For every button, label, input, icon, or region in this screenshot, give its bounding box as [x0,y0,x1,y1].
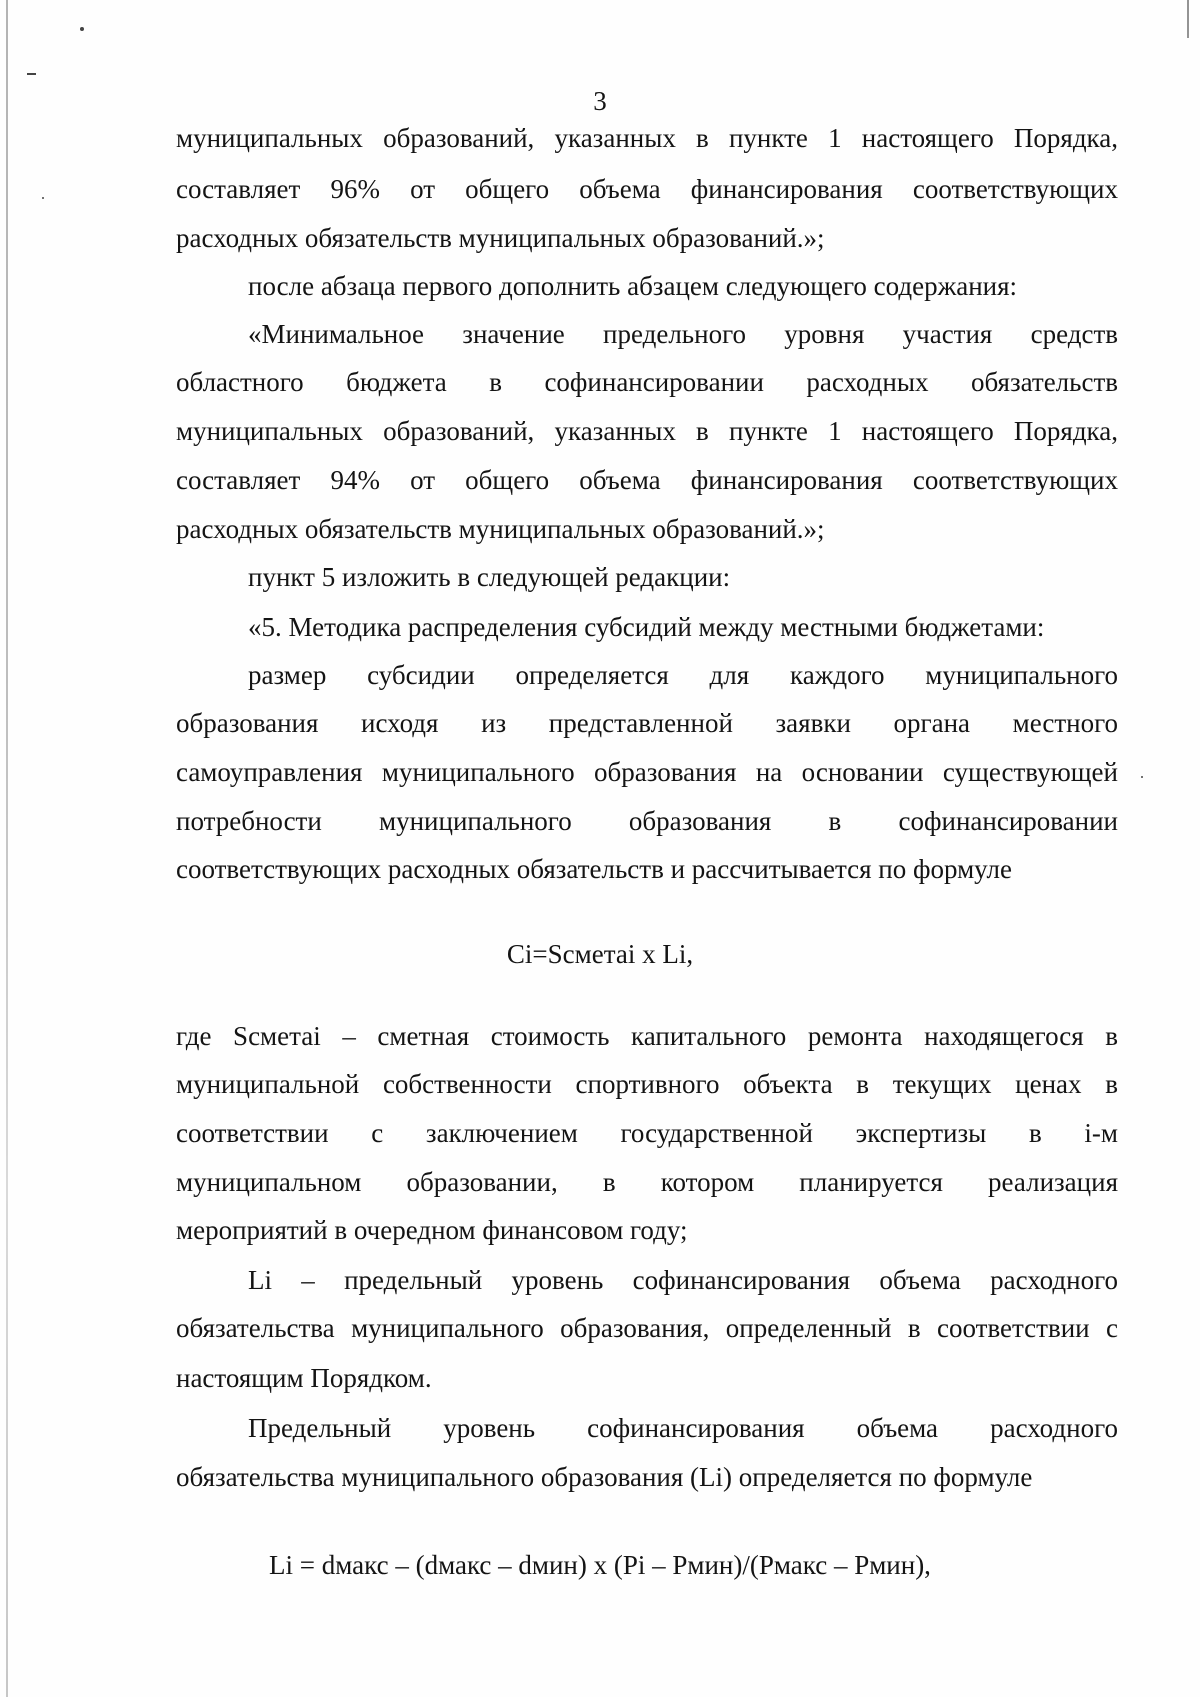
text-line: настоящим Порядком. [176,1363,432,1393]
scan-left-edge [6,0,8,1697]
page-number: 3 [593,86,607,116]
scan-right-edge-mark [1187,0,1189,38]
text-line: составляет 96% от общего объема финансирования соответствующих [176,174,1118,204]
text-line: муниципальном образовании, в котором планируется реализация [176,1167,1118,1197]
scan-speck [80,27,84,31]
text-line: муниципальной собственности спортивного объекта в текущих ценах в [176,1069,1118,1099]
text-line: образования исходя из представленной заявки органа местного [176,708,1118,738]
text-line: размер субсидии определяется для каждого муниципального [248,660,1118,690]
text-line: расходных обязательств муниципальных образований.»; [176,223,825,253]
scan-dash [27,73,36,75]
text-line: муниципальных образований, указанных в пункте 1 настоящего Порядка, [176,416,1118,446]
text-line: расходных обязательств муниципальных образований.»; [176,514,825,544]
text-line: муниципальных образований, указанных в пункте 1 настоящего Порядка, [176,123,1118,153]
formula-subsidy: Ci=Sсметаi x Li, [506,939,694,969]
text-line: после абзаца первого дополнить абзацем следующего содержания: [248,271,1018,301]
scan-speck [1141,776,1143,778]
text-line: потребности муниципального образования в софинансировании [176,806,1118,836]
text-line: «Минимальное значение предельного уровня участия средств [248,319,1118,349]
text-line: самоуправления муниципального образования на основании существующей [176,757,1118,787]
text-line: соответствии с заключением государственной экспертизы в i-м [176,1118,1118,1148]
text-line: Li – предельный уровень софинансирования объема расходного [248,1265,1118,1295]
formula-limit-level: Li = dмакс – (dмакс – dмин) x (Pi – Pмин)/(Pмакс – Pмин), [269,1550,931,1580]
text-line: составляет 94% от общего объема финансирования соответствующих [176,465,1118,495]
scan-speck [42,197,44,199]
text-line: обязательства муниципального образования, определенный в соответствии с [176,1313,1118,1343]
text-line: пункт 5 изложить в следующей редакции: [248,562,731,592]
text-line: соответствующих расходных обязательств и рассчитывается по формуле [176,854,1012,884]
text-line: мероприятий в очередном финансовом году; [176,1215,688,1245]
text-line: «5. Методика распределения субсидий между местными бюджетами: [248,612,1045,642]
text-line: где Sсметаi – сметная стоимость капитального ремонта находящегося в [176,1021,1118,1051]
text-line: обязательства муниципального образования (Li) определяется по формуле [176,1462,1033,1492]
text-line: областного бюджета в софинансировании расходных обязательств [176,367,1118,397]
text-line: Предельный уровень софинансирования объема расходного [248,1413,1118,1443]
